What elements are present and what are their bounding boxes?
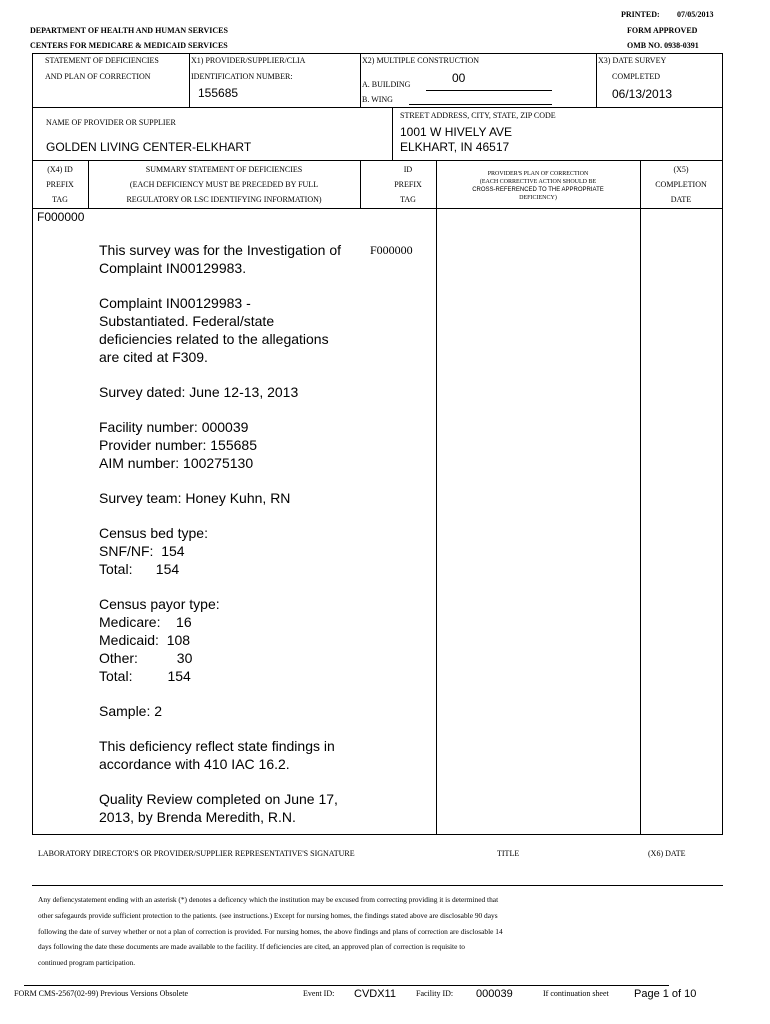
summary-label-2: (EACH DEFICIENCY MUST BE PRECEDED BY FULL <box>129 180 319 189</box>
centers-name: CENTERS FOR MEDICARE & MEDICAID SERVICES <box>30 41 228 50</box>
id-label-1: ID <box>403 165 413 174</box>
facility-id-label: Facility ID: <box>416 989 454 998</box>
facility-id-value: 000039 <box>476 988 513 1000</box>
x4-label-2: PREFIX <box>46 180 74 189</box>
x5-label-1: (X5) <box>673 165 689 174</box>
wing-label: B. WING <box>362 95 393 104</box>
x2-label: X2) MULTIPLE CONSTRUCTION <box>362 56 480 65</box>
x1-label-2: IDENTIFICATION NUMBER: <box>191 72 293 81</box>
summary-paragraph: Survey team: Honey Kuhn, RN <box>99 490 291 506</box>
printed-label: PRINTED: <box>621 10 660 19</box>
summary-paragraph: Sample: 2 <box>99 703 163 719</box>
right-tag: F000000 <box>370 243 413 257</box>
statement-label-2: AND PLAN OF CORRECTION <box>45 72 151 81</box>
summary-paragraph: Facility number: 000039 Provider number: 155685 AIM number: 100275130 <box>99 419 257 471</box>
continuation-label: If continuation sheet <box>543 989 609 998</box>
x5-label-2: COMPLETION <box>655 180 707 189</box>
form-approved: FORM APPROVED <box>627 26 698 35</box>
address-line-2: ELKHART, IN 46517 <box>400 140 510 154</box>
x6-date-label: (X6) DATE <box>648 849 686 858</box>
x4-label-3: TAG <box>52 195 68 204</box>
form-number: FORM CMS-2567(02-99) Previous Versions Obsolete <box>14 989 189 998</box>
provider-name-value: GOLDEN LIVING CENTER-ELKHART <box>46 140 252 154</box>
page-number: Page 1 of 10 <box>634 988 697 1000</box>
summary-label-1: SUMMARY STATEMENT OF DEFICIENCIES <box>145 165 303 174</box>
disclaimer-line: following the date of survey whether or not a plan of correction is provided. For nursing homes, the above findings and plans of correction are disclosable 14 <box>38 927 503 936</box>
title-label: TITLE <box>497 849 520 858</box>
address-label: STREET ADDRESS, CITY, STATE, ZIP CODE <box>400 111 556 120</box>
building-value: 00 <box>452 71 466 85</box>
plan-label-1: PROVIDER'S PLAN OF CORRECTION <box>487 171 589 177</box>
signature-label: LABORATORY DIRECTOR'S OR PROVIDER/SUPPLIER REPRESENTATIVE'S SIGNATURE <box>38 849 355 858</box>
statement-label-1: STATEMENT OF DEFICIENCIES <box>45 56 159 65</box>
id-label-2: PREFIX <box>394 180 422 189</box>
x3-label-2: COMPLETED <box>612 72 660 81</box>
address-line-1: 1001 W HIVELY AVE <box>400 125 513 139</box>
date-completed-value: 06/13/2013 <box>612 87 673 101</box>
summary-paragraph: Census payor type: Medicare: 16 Medicaid: 108 Other: 30 Total: 154 <box>99 596 220 684</box>
deficiency-summary <box>99 241 344 843</box>
disclaimer-line: Any defiencystatement ending with an asterisk (*) denotes a deficency which the institution may be excused from correcting providing it is determined that <box>38 895 499 904</box>
disclaimer-line: continued program participation. <box>38 958 136 967</box>
summary-paragraph: Complaint IN00129983 - Substantiated. Federal/state deficiencies related to the allegations are cited at F309. <box>99 295 329 365</box>
event-id-label: Event ID: <box>303 989 335 998</box>
summary-paragraph: This deficiency reflect state findings in accordance with 410 IAC 16.2. <box>99 738 335 772</box>
plan-label-4: DEFICIENCY) <box>519 195 557 201</box>
disclaimer-line: days following the date these documents are made available to the facility. If deficiencies are cited, an approved plan of correction is requisite to <box>38 942 465 951</box>
disclaimer-line: other safegaurds provide sufficient protection to the patients. (see instructions.) Except for nursing homes, the findings stated above are disclosable 90 days <box>38 911 498 920</box>
left-tag: F000000 <box>37 210 85 224</box>
summary-paragraph: Quality Review completed on June 17, 2013, by Brenda Meredith, R.N. <box>99 791 338 825</box>
x1-label-1: X1) PROVIDER/SUPPLIER/CLIA <box>191 56 306 65</box>
x3-label-1: X3) DATE SURVEY <box>598 56 667 65</box>
event-id-value: CVDX11 <box>354 988 396 1000</box>
summary-label-3: REGULATORY OR LSC IDENTIFYING INFORMATION) <box>126 195 322 204</box>
x4-label-1: (X4) ID <box>47 165 73 174</box>
x5-label-3: DATE <box>670 195 692 204</box>
printed-date: 07/05/2013 <box>677 10 714 19</box>
summary-paragraph: Survey dated: June 12-13, 2013 <box>99 384 299 400</box>
summary-paragraph: Census bed type: SNF/NF: 154 Total: 154 <box>99 525 208 577</box>
department-name: DEPARTMENT OF HEALTH AND HUMAN SERVICES <box>30 26 228 35</box>
plan-label-2: (EACH CORRECTIVE ACTION SHOULD BE <box>479 179 597 185</box>
provider-id-value: 155685 <box>198 86 239 100</box>
provider-name-label: NAME OF PROVIDER OR SUPPLIER <box>46 118 176 127</box>
summary-paragraph: This survey was for the Investigation of Complaint IN00129983. <box>99 242 341 276</box>
plan-label-3: CROSS-REFERENCED TO THE APPROPRIATE <box>472 187 604 193</box>
building-label: A. BUILDING <box>362 80 411 89</box>
omb-number: OMB NO. 0938-0391 <box>627 41 699 50</box>
id-label-3: TAG <box>400 195 416 204</box>
